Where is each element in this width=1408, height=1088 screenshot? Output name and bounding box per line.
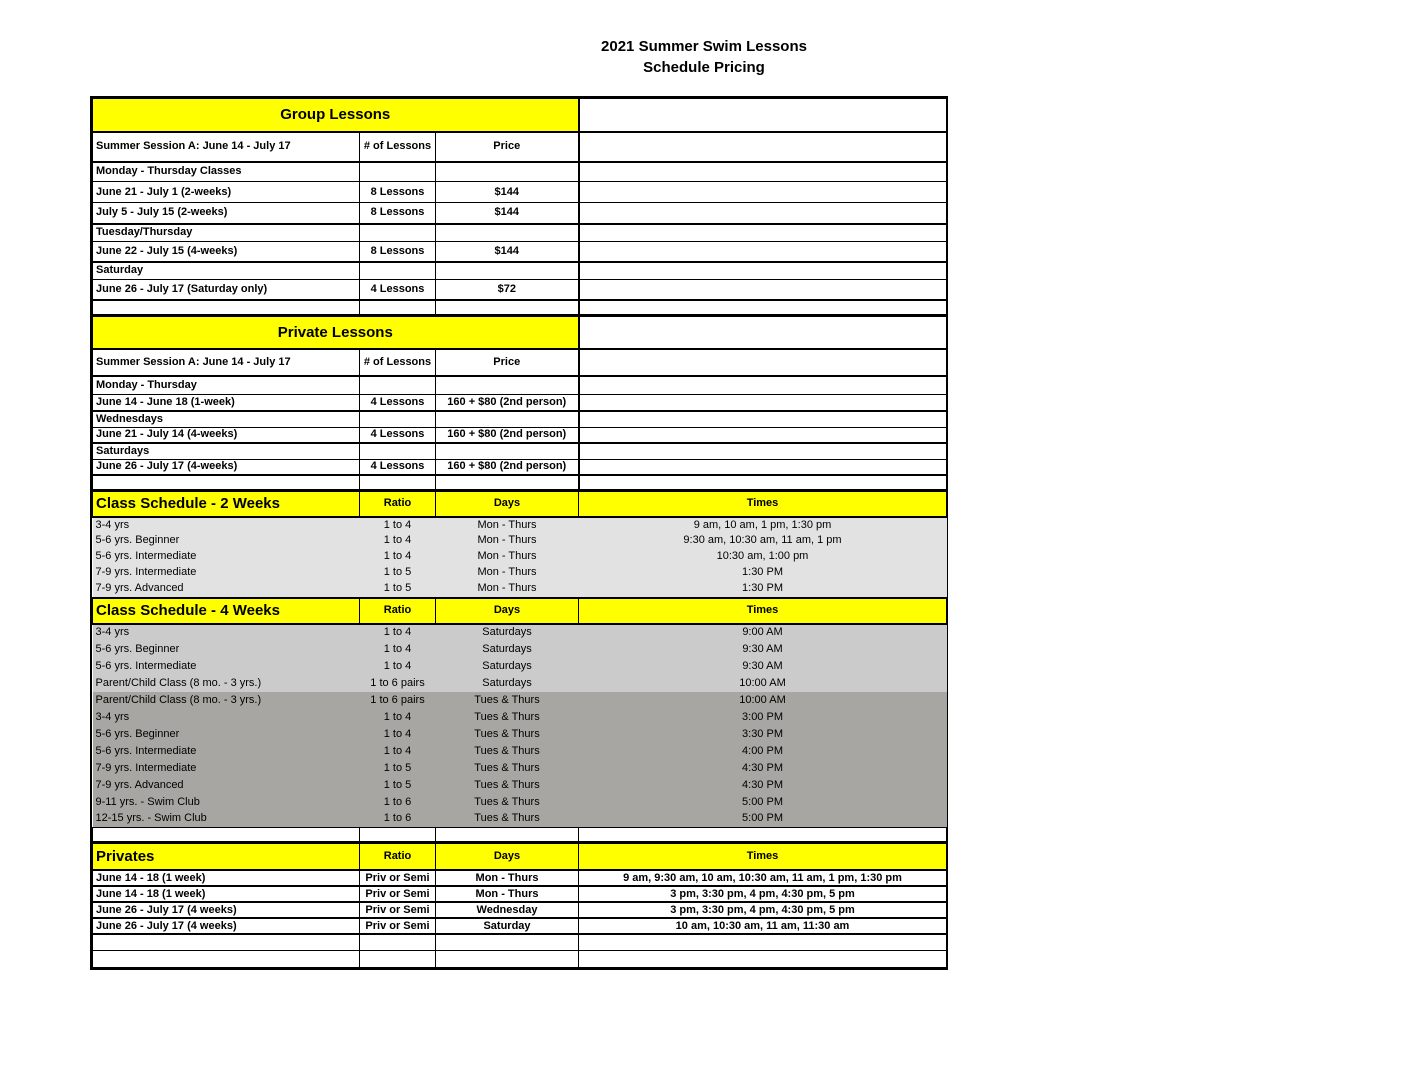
class-days: Mon - Thurs (436, 565, 579, 581)
empty-cell (93, 475, 360, 489)
class-ratio: 1 to 4 (360, 549, 436, 565)
empty-cell (360, 162, 436, 182)
row-label: June 21 - July 14 (4-weeks) (93, 427, 360, 443)
row-label: June 26 - July 17 (Saturday only) (93, 280, 360, 300)
private-ratio: Priv or Semi (360, 902, 436, 918)
empty-cell (579, 950, 947, 967)
class-label: 9-11 yrs. - Swim Club (93, 794, 360, 811)
empty-cell (436, 950, 579, 967)
class-times: 3:00 PM (579, 709, 947, 726)
class-times: 9:30 AM (579, 658, 947, 675)
class-label: 5-6 yrs. Intermediate (93, 658, 360, 675)
class-days: Mon - Thurs (436, 549, 579, 565)
class-days: Saturdays (436, 641, 579, 658)
empty-cell (579, 376, 947, 394)
empty-cell (360, 934, 436, 950)
group-label: Wednesdays (93, 411, 360, 427)
empty-cell (436, 300, 579, 315)
group-lessons-header: Group Lessons (93, 99, 579, 132)
row-lessons: 4 Lessons (360, 280, 436, 300)
private-ratio: Priv or Semi (360, 886, 436, 902)
empty-cell (579, 349, 947, 376)
row-price: $144 (436, 242, 579, 262)
page-title-line2: Schedule Pricing (643, 59, 765, 76)
col-header-times: Times (579, 843, 947, 870)
empty-cell (436, 934, 579, 950)
class-ratio: 1 to 6 pairs (360, 692, 436, 709)
row-label: June 14 - June 18 (1-week) (93, 394, 360, 411)
col-header-price: Price (436, 349, 579, 376)
class-label: Parent/Child Class (8 mo. - 3 yrs.) (93, 692, 360, 709)
class-ratio: 1 to 4 (360, 743, 436, 760)
class-times: 4:30 PM (579, 760, 947, 777)
private-label: June 26 - July 17 (4 weeks) (93, 918, 360, 934)
empty-cell (93, 934, 360, 950)
class-ratio: 1 to 6 pairs (360, 675, 436, 692)
col-header-days: Days (436, 491, 579, 517)
empty-cell (579, 224, 947, 242)
class-ratio: 1 to 4 (360, 709, 436, 726)
class-times: 10:00 AM (579, 692, 947, 709)
class-days: Tues & Thurs (436, 709, 579, 726)
class-ratio: 1 to 4 (360, 624, 436, 641)
col-header-days: Days (436, 843, 579, 870)
session-label: Summer Session A: June 14 - July 17 (93, 349, 360, 376)
class-ratio: 1 to 5 (360, 777, 436, 794)
row-price: 160 + $80 (2nd person) (436, 459, 579, 475)
group-lessons-table (92, 98, 947, 315)
empty-cell (436, 162, 579, 182)
row-label: July 5 - July 15 (2-weeks) (93, 203, 360, 224)
empty-cell (93, 300, 360, 315)
schedule-2weeks-header: Class Schedule - 2 Weeks (93, 491, 360, 517)
class-ratio: 1 to 5 (360, 760, 436, 777)
col-header-lessons: # of Lessons (360, 132, 436, 162)
col-header-ratio: Ratio (360, 491, 436, 517)
schedule-4weeks-table (92, 597, 947, 843)
empty-cell (360, 411, 436, 427)
private-times: 3 pm, 3:30 pm, 4 pm, 4:30 pm, 5 pm (579, 886, 947, 902)
class-ratio: 1 to 4 (360, 658, 436, 675)
class-days: Tues & Thurs (436, 777, 579, 794)
col-header-ratio: Ratio (360, 598, 436, 624)
empty-cell (360, 443, 436, 459)
private-lessons-table (92, 315, 947, 490)
private-days: Mon - Thurs (436, 886, 579, 902)
schedule-4weeks-header: Class Schedule - 4 Weeks (93, 598, 360, 624)
row-lessons: 4 Lessons (360, 427, 436, 443)
row-price: $72 (436, 280, 579, 300)
empty-cell (579, 280, 947, 300)
class-label: 7-9 yrs. Intermediate (93, 760, 360, 777)
class-label: 12-15 yrs. - Swim Club (93, 811, 360, 828)
class-label: 5-6 yrs. Beginner (93, 641, 360, 658)
private-label: June 14 - 18 (1 week) (93, 886, 360, 902)
empty-cell (436, 443, 579, 459)
private-days: Mon - Thurs (436, 870, 579, 886)
empty-cell (579, 316, 947, 349)
row-lessons: 4 Lessons (360, 394, 436, 411)
class-label: 3-4 yrs (93, 709, 360, 726)
empty-cell (436, 376, 579, 394)
class-times: 10:30 am, 1:00 pm (579, 549, 947, 565)
empty-cell (360, 475, 436, 489)
class-ratio: 1 to 4 (360, 517, 436, 533)
empty-cell (579, 394, 947, 411)
empty-cell (579, 132, 947, 162)
empty-cell (579, 411, 947, 427)
class-times: 9:30 am, 10:30 am, 11 am, 1 pm (579, 533, 947, 549)
class-times: 9:30 AM (579, 641, 947, 658)
empty-cell (579, 242, 947, 262)
class-days: Mon - Thurs (436, 517, 579, 533)
class-ratio: 1 to 4 (360, 533, 436, 549)
class-times: 4:30 PM (579, 777, 947, 794)
class-days: Tues & Thurs (436, 794, 579, 811)
empty-cell (579, 300, 947, 315)
class-label: 7-9 yrs. Advanced (93, 581, 360, 597)
empty-cell (436, 262, 579, 280)
class-label: 7-9 yrs. Intermediate (93, 565, 360, 581)
empty-cell (579, 427, 947, 443)
class-days: Tues & Thurs (436, 726, 579, 743)
class-times: 9 am, 10 am, 1 pm, 1:30 pm (579, 517, 947, 533)
class-times: 1:30 PM (579, 581, 947, 597)
empty-cell (360, 300, 436, 315)
class-ratio: 1 to 5 (360, 581, 436, 597)
group-label: Monday - Thursday Classes (93, 162, 360, 182)
class-days: Saturdays (436, 624, 579, 641)
empty-cell (360, 224, 436, 242)
col-header-times: Times (579, 598, 947, 624)
row-lessons: 8 Lessons (360, 182, 436, 203)
class-label: 5-6 yrs. Intermediate (93, 743, 360, 760)
page-title-line1: 2021 Summer Swim Lessons (601, 38, 807, 55)
empty-cell (579, 475, 947, 489)
class-times: 9:00 AM (579, 624, 947, 641)
private-ratio: Priv or Semi (360, 918, 436, 934)
empty-cell (579, 262, 947, 280)
empty-cell (579, 459, 947, 475)
class-label: 5-6 yrs. Intermediate (93, 549, 360, 565)
group-label: Saturday (93, 262, 360, 280)
class-days: Tues & Thurs (436, 743, 579, 760)
class-days: Tues & Thurs (436, 760, 579, 777)
empty-cell (93, 828, 360, 842)
col-header-lessons: # of Lessons (360, 349, 436, 376)
empty-cell (360, 828, 436, 842)
schedule-sheet (90, 96, 948, 970)
class-ratio: 1 to 5 (360, 565, 436, 581)
class-times: 5:00 PM (579, 811, 947, 828)
row-label: June 26 - July 17 (4-weeks) (93, 459, 360, 475)
private-lessons-header: Private Lessons (93, 316, 579, 349)
empty-cell (436, 475, 579, 489)
class-ratio: 1 to 4 (360, 641, 436, 658)
group-label: Saturdays (93, 443, 360, 459)
row-price: 160 + $80 (2nd person) (436, 427, 579, 443)
private-days: Wednesday (436, 902, 579, 918)
class-times: 1:30 PM (579, 565, 947, 581)
row-price: $144 (436, 203, 579, 224)
class-label: 3-4 yrs (93, 517, 360, 533)
class-days: Tues & Thurs (436, 692, 579, 709)
empty-cell (579, 203, 947, 224)
empty-cell (360, 262, 436, 280)
empty-cell (579, 934, 947, 950)
page-title (0, 36, 1408, 78)
row-label: June 22 - July 15 (4-weeks) (93, 242, 360, 262)
empty-cell (579, 99, 947, 132)
row-lessons: 8 Lessons (360, 203, 436, 224)
col-header-times: Times (579, 491, 947, 517)
class-label: 5-6 yrs. Beginner (93, 533, 360, 549)
session-label: Summer Session A: June 14 - July 17 (93, 132, 360, 162)
private-times: 9 am, 9:30 am, 10 am, 10:30 am, 11 am, 1 pm, 1:30 pm (579, 870, 947, 886)
class-times: 4:00 PM (579, 743, 947, 760)
col-header-ratio: Ratio (360, 843, 436, 870)
private-label: June 26 - July 17 (4 weeks) (93, 902, 360, 918)
empty-cell (579, 182, 947, 203)
col-header-price: Price (436, 132, 579, 162)
empty-cell (436, 411, 579, 427)
class-times: 10:00 AM (579, 675, 947, 692)
empty-cell (436, 224, 579, 242)
row-lessons: 8 Lessons (360, 242, 436, 262)
private-label: June 14 - 18 (1 week) (93, 870, 360, 886)
empty-cell (93, 950, 360, 967)
class-label: 5-6 yrs. Beginner (93, 726, 360, 743)
private-times: 3 pm, 3:30 pm, 4 pm, 4:30 pm, 5 pm (579, 902, 947, 918)
privates-table (92, 842, 947, 968)
class-ratio: 1 to 4 (360, 726, 436, 743)
empty-cell (360, 950, 436, 967)
class-ratio: 1 to 6 (360, 794, 436, 811)
row-price: 160 + $80 (2nd person) (436, 394, 579, 411)
group-label: Monday - Thursday (93, 376, 360, 394)
empty-cell (579, 162, 947, 182)
row-price: $144 (436, 182, 579, 203)
empty-cell (579, 828, 947, 842)
class-days: Saturdays (436, 675, 579, 692)
class-days: Tues & Thurs (436, 811, 579, 828)
class-days: Mon - Thurs (436, 581, 579, 597)
class-label: 3-4 yrs (93, 624, 360, 641)
group-label: Tuesday/Thursday (93, 224, 360, 242)
schedule-2weeks-table (92, 490, 947, 597)
empty-cell (360, 376, 436, 394)
class-ratio: 1 to 6 (360, 811, 436, 828)
empty-cell (579, 443, 947, 459)
class-label: 7-9 yrs. Advanced (93, 777, 360, 794)
col-header-days: Days (436, 598, 579, 624)
class-label: Parent/Child Class (8 mo. - 3 yrs.) (93, 675, 360, 692)
class-days: Mon - Thurs (436, 533, 579, 549)
private-times: 10 am, 10:30 am, 11 am, 11:30 am (579, 918, 947, 934)
private-ratio: Priv or Semi (360, 870, 436, 886)
privates-header: Privates (93, 843, 360, 870)
empty-cell (436, 828, 579, 842)
class-times: 5:00 PM (579, 794, 947, 811)
class-times: 3:30 PM (579, 726, 947, 743)
row-label: June 21 - July 1 (2-weeks) (93, 182, 360, 203)
private-days: Saturday (436, 918, 579, 934)
row-lessons: 4 Lessons (360, 459, 436, 475)
class-days: Saturdays (436, 658, 579, 675)
